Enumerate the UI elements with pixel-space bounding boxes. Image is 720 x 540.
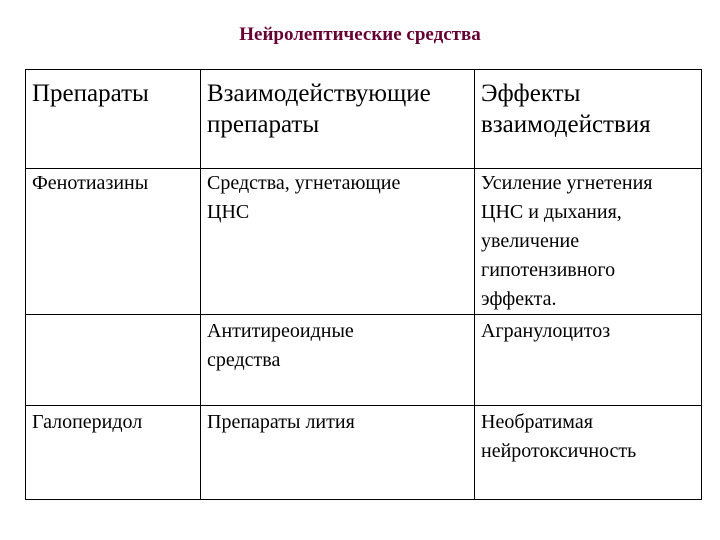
interacting-cell: Средства, угнетающие ЦНС xyxy=(201,169,475,315)
drug-cell: Фенотиазины xyxy=(26,169,201,315)
drug-interaction-table xyxy=(25,69,702,500)
interacting-cell: Антитиреоидные средства xyxy=(201,315,475,406)
page-title: Нейролептические средства xyxy=(239,24,481,45)
interacting-cell: Препараты лития xyxy=(201,406,475,500)
table-row xyxy=(26,169,702,315)
header-interacting-drugs: Взаимодействующие препараты xyxy=(201,70,475,169)
drug-cell: Галоперидол xyxy=(26,406,201,500)
effect-cell: Необратимая нейротоксичность xyxy=(475,406,702,500)
header-interaction-effects: Эффекты взаимодействия xyxy=(475,70,702,169)
effect-cell: Агранулоцитоз xyxy=(475,315,702,406)
table-row xyxy=(26,406,702,500)
table-header-row xyxy=(26,70,702,169)
effect-cell: Усиление угнетения ЦНС и дыхания, увеличение гипотензивного эффекта. xyxy=(475,169,702,315)
table-row xyxy=(26,315,702,406)
header-drugs: Препараты xyxy=(26,70,201,169)
drug-cell xyxy=(26,315,201,406)
